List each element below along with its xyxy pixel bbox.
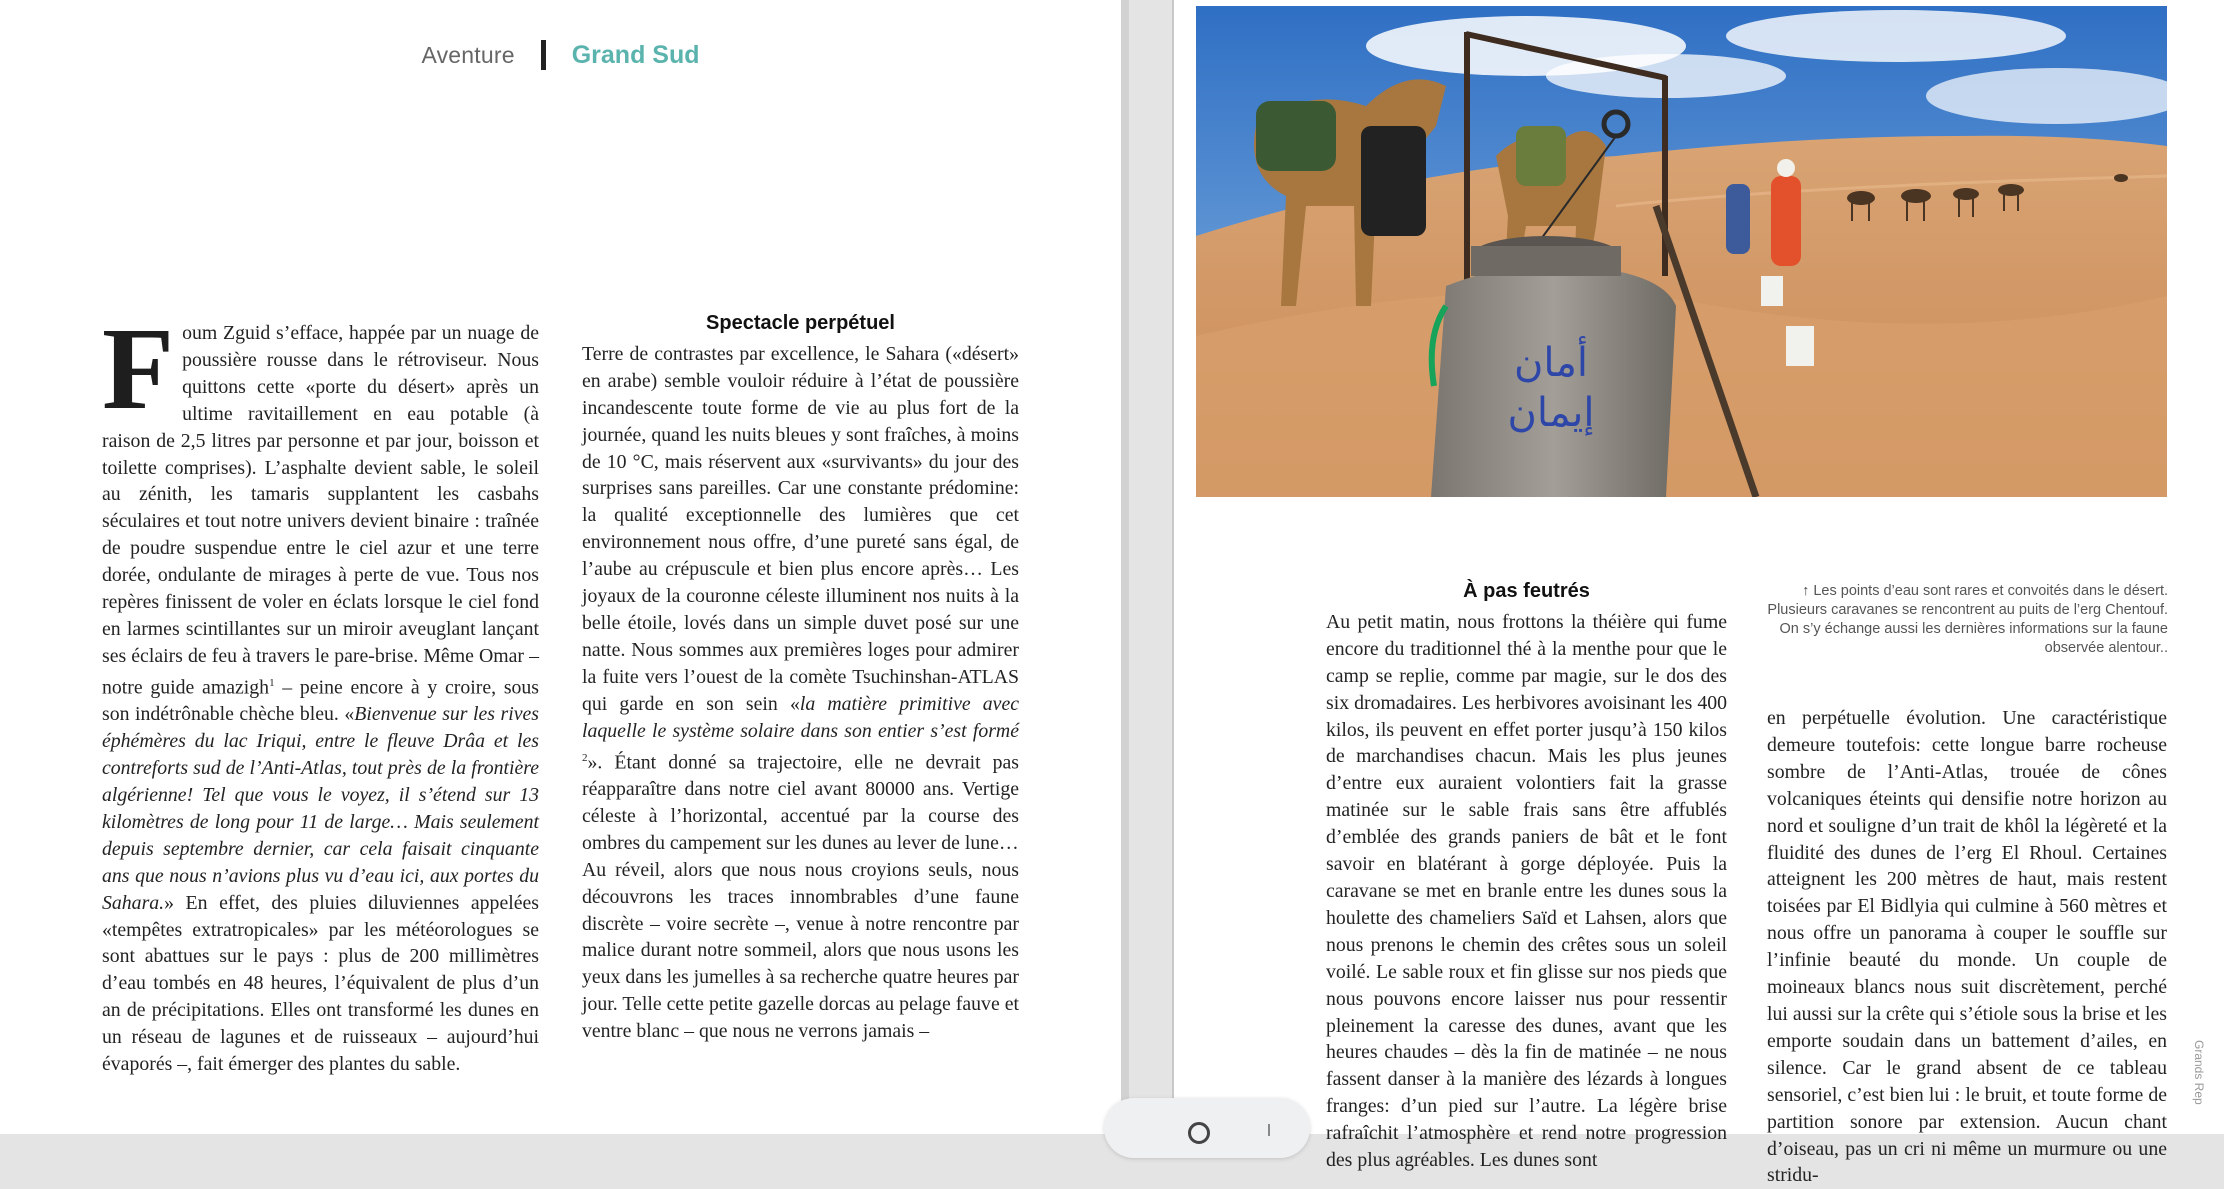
paragraph: en perpétuelle évolution. Une caractéristique demeure toutefois: cette longue barre rocheuse sombre de l’Anti-Atlas, trouée de cônes volcaniques éteints qui densifie notre horizon au nord et souligne d’un trait de khôl la légèreté et la fluidité des dunes de l’erg El Rhoul. Certaines atteignent les 200 mètres de haut, mais restent toisées par El Bidlyia qui culmine à 560 mètres et nous offre un panorama à couper le souffle sur l’infinie beauté du monde. Un couple de moineaux blancs nous suit discrètement, perché lui aussi sur la crête qui s’étiole sous la brise et les emporte soudain dans un battement d’ailes, en silence. Car le grand absent de ce tableau sensoriel, c’est bien lui : le bruit, et toute forme de partition sonore par extension. Aucun chant d’oiseau, pas un cri ni même un murmure ou une stridu- — [1767, 707, 2167, 1187]
paragraph: Au petit matin, nous frottons la théière qui fume encore du traditionnel thé à la menthe pour que le camp se replie, comme par magie, sur le dos des six dromadaires. Les herbivores avoisinant les 400 kilos, ils peuvent en effet porter jusqu’à 150 kilos de marchandises chacun. Mais les plus jeunes d’entre eux auraient volontiers fait la grasse matinée sur le sable frais sans être affublés d’emblée des grands paniers de bât et le font savoir en blatérant à gorge déployée. Puis la caravane se met en branle entre les dunes sous la houlette des chameliers Saïd et Lahsen, alors que nous prenons le chemin des crêtes sous un soleil voilé. Le sable roux et fin glisse sur nos pieds que nous pouvons encore laisser nus pour ressentir pleinement la caresse des dunes, avant que les heures chaudes – dès la fin de matinée – ne nous fassent danser à la manière des lézards à longues franges: d’un pied sur l’autre. La légère brise rafraîchit l’atmosphère et rend notre progression des plus agréables. Les dunes sont — [1326, 610, 1727, 1172]
paragraph — [102, 303, 539, 1078]
drop-cap: F — [102, 303, 175, 434]
footnote-ref: 1 — [269, 676, 275, 689]
well-inscription-bottom: إيمان — [1507, 390, 1595, 436]
arrow-up-icon: ↑ — [1802, 583, 1810, 599]
zoom-icon[interactable] — [1188, 1122, 1210, 1144]
subhead: Spectacle perpétuel — [706, 312, 895, 334]
caption-text: Les points d’eau sont rares et convoités dans le désert. Plusieurs caravanes se rencontrent au puits de l’erg Chentouf. On s’y échange aussi les dernières informations sur la faune observée alentour.. — [1767, 583, 2168, 656]
paragraph — [582, 341, 1019, 857]
caravan-well-photo — [1196, 6, 2167, 497]
photo-caption — [1766, 582, 2168, 658]
zoom-divider — [1268, 1124, 1270, 1136]
right-column-1 — [1326, 578, 1727, 1174]
text-run: – peine encore à y croire, sous son indétrônable chèche bleu. « — [102, 676, 539, 726]
text-run: » En effet, des pluies diluviennes appelées «tempêtes extratropicales» par les météorologues se sont abattues sur le pays : plus de 200 millimètres d’eau tombés en 48 heures, l’équivalent de plus d’un an de précipitations. Elles ont transformé les dunes en un réseau de lagunes et de ruisseaux – aujourd’hui évaporés –, fait émerger des plantes du sable. — [102, 891, 539, 1076]
text-run: Terre de contrastes par excellence, le Sahara («désert» en arabe) semble vouloir réduire à l’état de poussière incandescente toute forme de vie au plus fort de la journée, quand les nuits bleues y sont fraîches, à moins de 10 °C, mais réservent aux «survivants» du jour des surprises sans pareilles. Car une constante prédomine: la qualité exceptionnelle des lumières que cet environnement nous offre, d’une pureté sans égal, de l’aube au crépuscule et bien plus encore après… Les joyaux de la couronne céleste illuminent nos nuits à la belle étoile, lovés dans un simple duvet posé sur une natte. Nous sommes aux premières loges pour admirer la fuite vers l’ouest de la comète Tsuchinshan-ATLAS qui garde en son sein « — [582, 342, 1019, 715]
well-inscription-top: أمان — [1513, 340, 1589, 386]
quote: la matière primitive avec laquelle le système solaire dans son entier s’est formé — [582, 692, 1020, 742]
page-gutter — [1121, 0, 1129, 1134]
footnote-ref: 2 — [582, 751, 588, 764]
text-run: oum Zguid s’efface, happée par un nuage de poussière rousse dans le rétroviseur. Nous quittons cette «porte du désert» après un ultime ravitaillement en eau potable (à raison de 2,5 litres par personne et par jour, boisson et toilette comprises). L’asphalte devient sable, le soleil au zénith, les tamaris supplantent les casbahs séculaires et tout notre univers devient binaire : traînée de poudre suspendue entre le ciel azur et une terre dorée, ondulante de mirages à perte de vue. Tous nos repères finissent de voler en éclats lorsque le ciel fond en larmes scintillantes sur un miroir aveuglant lançant ses éclairs de feu à travers le pare-brise. Même Omar – notre guide amazigh — [102, 322, 539, 699]
quote: Bienvenue sur les rives éphémères du lac Iriqui, entre le fleuve Drâa et les contreforts sud de l’Anti-Atlas, tout près de la frontière algérienne! Tel que vous le voyez, il s’étend sur 13 kilomètres de long pour 11 de large… Mais seulement depuis septembre dernier, car cela faisait cinquante ans que nous n’avions plus vu d’eau ici, aux portes du Sahara. — [102, 703, 539, 914]
side-folio: Grands Rep — [2192, 1040, 2206, 1105]
left-column-2 — [582, 310, 1019, 1045]
subhead: À pas feutrés — [1463, 580, 1590, 602]
right-column-2 — [1767, 705, 2167, 1189]
section-label: Aventure — [421, 41, 515, 68]
section-title: Grand Sud — [571, 40, 700, 69]
header-divider — [541, 40, 546, 70]
left-column-1 — [102, 303, 539, 1078]
text-run: ». Étant donné sa trajectoire, elle ne devrait pas réapparaître dans notre ciel avant 80000 ans. Vertige céleste à l’horizontal, accentué par la course des ombres du campement sur les dunes au lever de lune… — [582, 751, 1019, 854]
running-head — [0, 40, 1121, 70]
paragraph: Au réveil, alors que nous nous croyions seuls, nous découvrons les traces innombrables d’une faune discrète – voire secrète –, venue à notre rencontre par malice durant notre sommeil, alors que nous usons les yeux dans les jumelles à sa recherche quatre heures par jour. Telle cette petite gazelle dorcas au pelage fauve et ventre blanc – que nous ne verrons jamais – — [582, 858, 1019, 1043]
